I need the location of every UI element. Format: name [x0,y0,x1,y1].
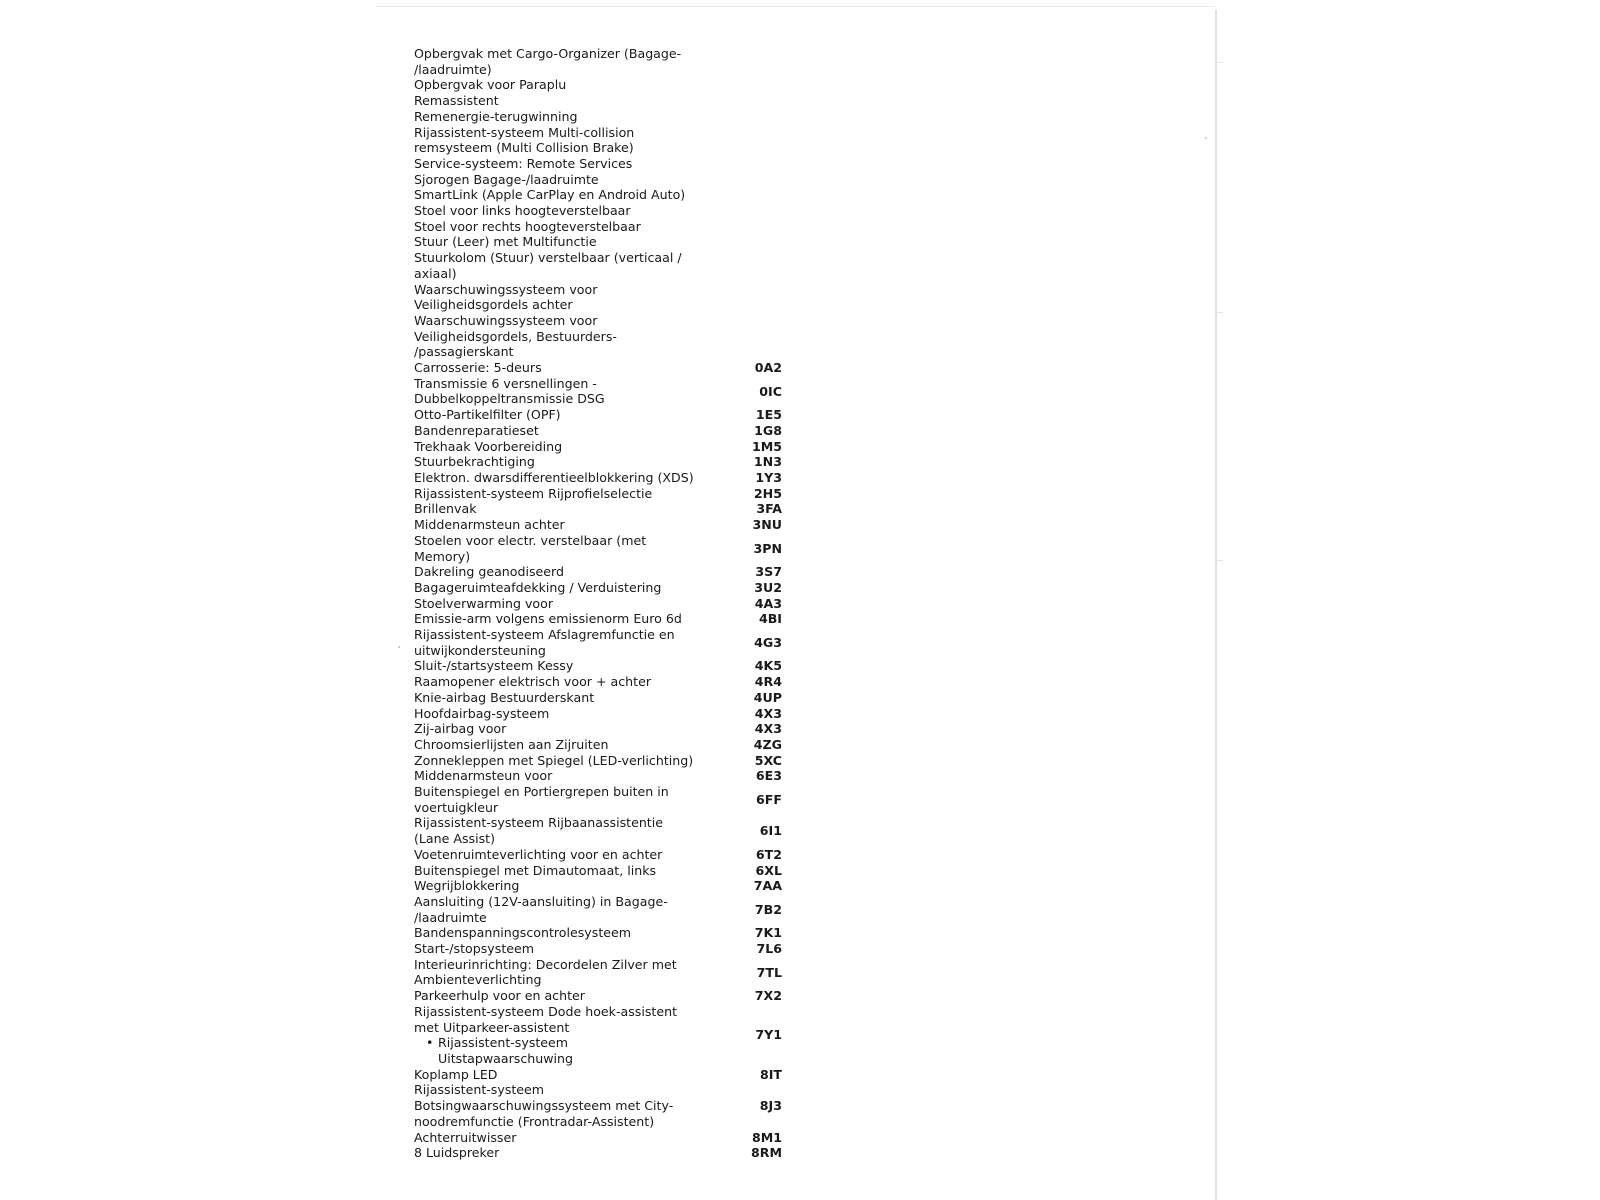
option-description [414,439,714,455]
option-description [414,784,714,815]
option-description-text: Stoel voor links hoogteverstelbaar [414,203,631,219]
option-description [414,234,714,250]
option-description-text: Waarschuwingssysteem voor Veiligheidsgordels, Bestuurders- /passagierskant [414,312,617,360]
list-item [414,925,814,941]
option-description-text: Brillenvak [414,501,477,517]
option-code: 7B2 [754,901,782,917]
option-code: 5XC [754,752,782,768]
option-code: 8J3 [759,1098,782,1114]
option-description [414,721,714,737]
option-description [414,203,714,219]
option-description [414,611,714,627]
option-description-text: 8 Luidspreker [414,1145,500,1161]
option-description-text: Stuurkolom (Stuur) verstelbaar (verticaal / axiaal) [414,250,682,281]
option-description-text: Middenarmsteun voor [414,768,553,784]
option-description [414,77,714,93]
option-description [414,1004,714,1067]
option-code: 7X2 [754,988,782,1004]
option-description-text: Carrosserie: 5-deurs [414,360,542,376]
option-description [414,93,714,109]
list-item [414,580,814,596]
list-item [414,784,814,815]
list-item [414,533,814,564]
option-description-text: Rijassistent-systeem Dode hoek-assistent met Uitparkeer-assistent [414,1003,678,1035]
option-description [414,957,714,988]
option-description [414,737,714,753]
option-description [414,863,714,879]
option-code: 7Y1 [755,1027,782,1043]
option-description-text: Stoelen voor electr. verstelbaar (met Memory) [414,532,647,564]
option-code: 4K5 [754,658,782,674]
option-description-text: Rijassistent-systeem Rijbaanassistentie (Lane Assist) [414,815,663,847]
option-description-text: Sluit-/startsysteem Kessy [414,658,574,674]
option-description [414,486,714,502]
list-item [414,517,814,533]
list-item [414,690,814,706]
option-code: 4A3 [754,595,782,611]
option-description [414,360,714,376]
list-item [414,360,814,376]
option-code: 8M1 [751,1129,782,1145]
list-item [414,407,814,423]
option-description-text: Rijassistent-systeem Botsingwaarschuwingssysteem met City- noodremfunctie (Frontradar-Assistent) [414,1082,674,1129]
list-item [414,768,814,784]
list-item [414,753,814,769]
option-description [414,878,714,894]
option-description-text: Stuur (Leer) met Multifunctie [414,234,597,250]
list-item [414,658,814,674]
option-code: 4UP [753,689,782,705]
list-item [414,627,814,658]
option-description-text: Dakreling geanodiseerd [414,564,564,580]
option-code: 4BI [758,611,782,627]
option-code: 3FA [756,501,782,517]
list-item [414,737,814,753]
list-item [414,439,814,455]
option-description-text: Zij-airbag voor [414,721,507,737]
list-item [414,815,814,846]
option-code: 4R4 [754,674,782,690]
list-item [414,957,814,988]
list-item [414,1082,814,1129]
option-description [414,658,714,674]
option-code: 6FF [756,791,782,807]
option-description-text: Otto-Partikelfilter (OPF) [414,407,561,423]
list-item [414,93,814,109]
option-description-text: Interieurinrichting: Decordelen Zilver met Ambienteverlichting [414,956,677,988]
list-item [414,847,814,863]
option-description [414,894,714,925]
option-description [414,1145,714,1161]
option-description-text: Waarschuwingssysteem voor Veiligheidsgordels achter [414,281,598,313]
list-item [414,1004,814,1067]
option-description [414,517,714,533]
option-description-text: Wegrijblokkering [414,878,520,894]
option-code: 6T2 [755,846,782,862]
option-description-text: Stoelverwarming voor [414,595,554,611]
option-description-text: SmartLink (Apple CarPlay en Android Auto) [414,187,686,203]
list-item [414,501,814,517]
option-code: 7K1 [754,925,782,941]
option-description-text: Remenergie-terugwinning [414,108,578,124]
option-description-text: Buitenspiegel met Dimautomaat, links [414,862,657,878]
option-description [414,407,714,423]
option-description-text: Opbergvak voor Paraplu [414,77,567,93]
list-item [414,203,814,219]
option-code: 1M5 [751,438,782,454]
option-code: 4G3 [754,634,782,650]
list-item [414,1067,814,1083]
list-item [414,988,814,1004]
list-item [414,611,814,627]
option-description [414,219,714,235]
option-description-text: Rijassistent-systeem Afslagremfunctie en uitwijkondersteuning [414,627,675,658]
option-description-text: Sjorogen Bagage-/laadruimte [414,171,599,187]
option-code: 1G8 [754,422,782,438]
options-list [414,46,814,1161]
option-code: 3S7 [755,564,782,580]
option-description [414,125,714,156]
list-item [414,313,814,360]
option-description-text: Chroomsierlijsten aan Zijruiten [414,736,609,752]
option-description [414,533,714,564]
list-item [414,109,814,125]
list-item [414,454,814,470]
option-sub-bullet: • Rijassistent-systeem Uitstapwaarschuwing [414,1035,714,1066]
option-description-text: Bandenspanningscontrolesysteem [414,925,632,941]
option-description-text: Trekhaak Voorbereiding [414,438,563,454]
option-description [414,580,714,596]
option-code: 7L6 [756,941,782,957]
option-description-text: Middenarmsteun achter [414,517,565,533]
list-item [414,706,814,722]
option-code: 6E3 [755,768,782,784]
option-code: 8IT [759,1066,782,1082]
list-item [414,486,814,502]
option-code: 7TL [756,964,782,980]
edge-tick [1217,560,1223,561]
option-description [414,847,714,863]
option-description-text: Knie-airbag Bestuurderskant [414,689,595,705]
option-description [414,172,714,188]
option-description [414,706,714,722]
option-description [414,988,714,1004]
list-item [414,376,814,407]
page-right-edge [1215,10,1217,1200]
option-description-text: Elektron. dwarsdifferentieelblokkering (XDS) [414,469,694,485]
option-code: 0IC [759,383,782,399]
list-item [414,234,814,250]
list-item [414,125,814,156]
option-description-text: Bandenreparatieset [414,422,539,438]
list-item [414,187,814,203]
option-code: 4X3 [754,705,782,721]
option-description-text: Parkeerhulp voor en achter [414,988,585,1004]
option-description-text: Service-systeem: Remote Services [414,155,633,171]
option-description [414,753,714,769]
option-description [414,1130,714,1146]
list-item [414,219,814,235]
option-description-text: Voetenruimteverlichting voor en achter [414,846,663,862]
option-description [414,109,714,125]
edge-tick [1217,62,1223,63]
option-description [414,156,714,172]
list-item [414,470,814,486]
list-item [414,423,814,439]
option-code: 3PN [753,540,782,556]
list-item [414,77,814,93]
option-code: 6XL [755,862,782,878]
list-item [414,172,814,188]
option-description-text: Buitenspiegel en Portiergrepen buiten in voertuigkleur [414,784,669,815]
list-item [414,674,814,690]
option-description [414,925,714,941]
option-description [414,1067,714,1083]
option-description [414,501,714,517]
option-description-text: Transmissie 6 versnellingen - Dubbelkoppeltransmissie DSG [414,375,605,407]
list-item [414,564,814,580]
option-code: 3NU [752,517,782,533]
option-description-text: Achterruitwisser [414,1129,517,1145]
list-item [414,878,814,894]
list-item [414,596,814,612]
option-description [414,627,714,658]
option-description-text: Hoofdairbag-systeem [414,705,550,721]
option-description [414,941,714,957]
option-description-text: Bagageruimteafdekking / Verduistering [414,579,662,595]
option-description-text: Rijassistent-systeem Rijprofielselectie [414,485,653,501]
option-code: 2H5 [753,485,782,501]
option-description [414,187,714,203]
option-description [414,376,714,407]
option-code: 0A2 [754,360,782,376]
option-description [414,282,714,313]
option-description [414,313,714,360]
list-item [414,282,814,313]
list-item [414,941,814,957]
option-code: 6I1 [759,823,782,839]
option-description-text: Raamopener elektrisch voor + achter [414,674,651,690]
scan-speck [398,646,400,648]
option-description [414,454,714,470]
option-description-text: Stuurbekrachtiging [414,454,535,470]
option-description [414,250,714,281]
option-code: 1N3 [753,454,782,470]
option-code: 1Y3 [755,469,782,485]
option-description [414,470,714,486]
option-description-text: Opbergvak met Cargo-Organizer (Bagage- /laadruimte) [414,46,682,77]
option-code: 4ZG [753,736,782,752]
option-description [414,768,714,784]
option-description-text: Koplamp LED [414,1066,498,1082]
edge-tick [1217,312,1223,313]
option-description [414,1082,714,1129]
list-item [414,894,814,925]
option-description-text: Aansluiting (12V-aansluiting) in Bagage- /laadruimte [414,893,668,925]
option-description [414,46,714,77]
list-item [414,250,814,281]
option-description-text: Start-/stopsysteem [414,941,535,957]
list-item [414,721,814,737]
list-item [414,1130,814,1146]
option-description [414,815,714,846]
option-description [414,690,714,706]
page-top-edge [375,6,1215,7]
option-code: 7AA [753,878,782,894]
option-code: 8RM [751,1145,782,1161]
option-description [414,423,714,439]
option-code: 4X3 [754,721,782,737]
list-item [414,1145,814,1161]
option-description-text: Remassistent [414,93,499,109]
option-description [414,564,714,580]
option-description-text: Zonnekleppen met Spiegel (LED-verlichting) [414,752,694,768]
list-item [414,156,814,172]
option-description-text: Stoel voor rechts hoogteverstelbaar [414,218,641,234]
list-item [414,46,814,77]
scan-speck [1205,137,1207,139]
option-description-text: Rijassistent-systeem Multi-collision remsysteem (Multi Collision Brake) [414,124,635,156]
option-code: 1E5 [755,407,782,423]
option-description [414,596,714,612]
option-description [414,674,714,690]
option-code: 3U2 [754,579,782,595]
list-item [414,863,814,879]
option-description-text: Emissie-arm volgens emissienorm Euro 6d [414,611,682,627]
